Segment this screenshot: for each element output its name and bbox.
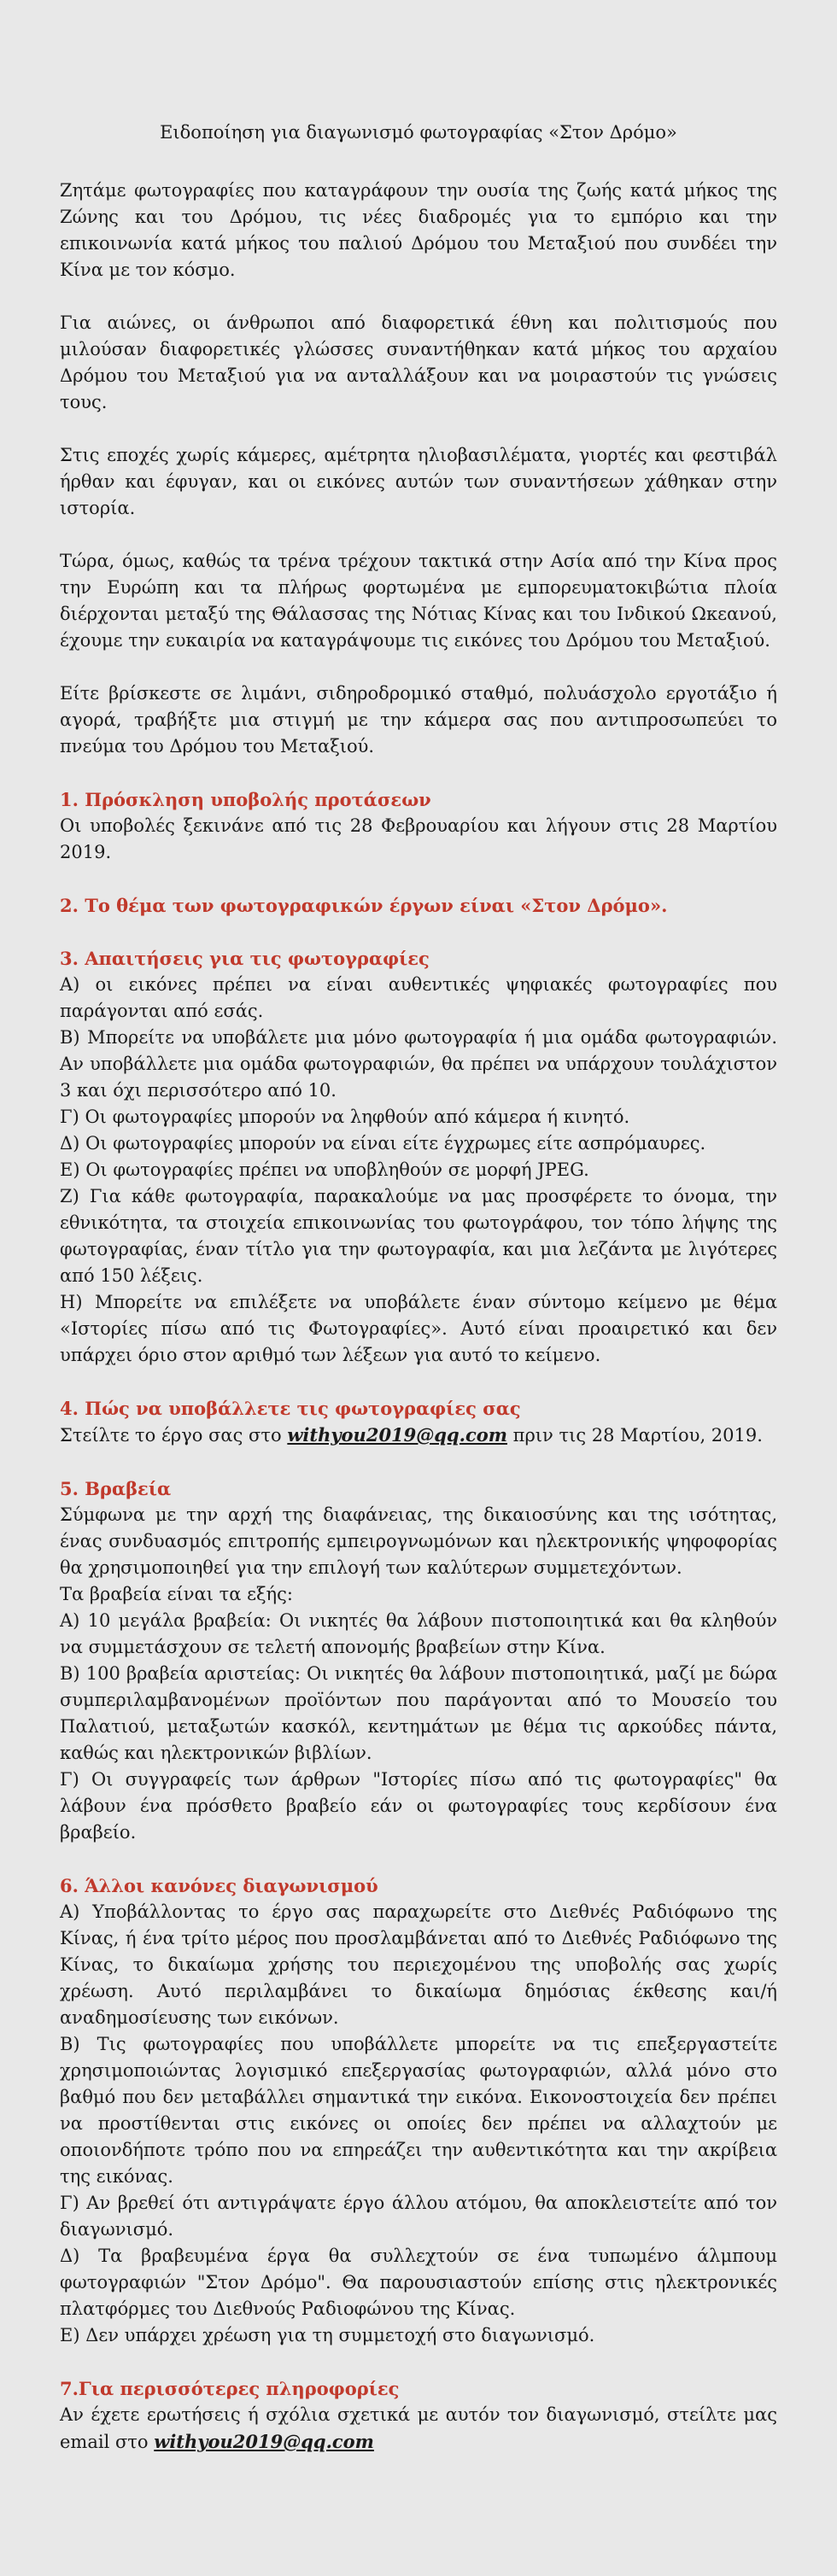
section-submission-call bbox=[60, 786, 777, 866]
section-how-to-submit bbox=[60, 1395, 777, 1449]
intro-paragraph: Είτε βρίσκεστε σε λιμάνι, σιδηροδρομικό σταθμό, πολυάσχολο εργοτάξιο ή αγορά, τραβήξτε μια στιγμή με την κάμερα σας που αντιπροσωπεύει το πνεύμα του Δρόμου του Μεταξιού. bbox=[60, 683, 777, 756]
section-theme bbox=[60, 892, 777, 919]
award-line: Σύμφωνα με την αρχή της διαφάνειας, της δικαιοσύνης και της ισότητας, ένας συνδυασμός επιτροπής εμπειρογνωμόνων και ηλεκτρονικής ψηφοφορίας θα χρησιμοποιηθεί για την επιλογή των καλύτερων συμμετεχόντων. bbox=[60, 1504, 777, 1578]
contact-text: Αν έχετε ερωτήσεις ή σχόλια σχετικά με αυτόν τον διαγωνισμό, στείλτε μας email στο bbox=[60, 2404, 777, 2452]
rule-item: Β) Τις φωτογραφίες που υποβάλλετε μπορείτε να τις επεξεργαστείτε χρησιμοποιώντας λογισμικό επεξεργασίας φωτογραφιών, αλλά μόνο στο βαθμό που δεν μεταβάλλει σημαντικά την εικόνα. Εικονοστοιχεία δεν πρέπει να προστίθενται στις εικόνες οι οποίες δεν πρέπει να αλλαχτούν με οποιονδήποτε τρόπο που να επηρεάζει την αυθεντικότητα και την ακρίβεια της εικόνας. bbox=[60, 2034, 777, 2187]
requirement-item: Ζ) Για κάθε φωτογραφία, παρακαλούμε να μας προσφέρετε το όνομα, την εθνικότητα, τα στοιχεία επικοινωνίας του φωτογράφου, τον τόπο λήψης της φωτογραφίας, έναν τίτλο για την φωτογραφία, και μια λεζάντα με λιγότερες από 150 λέξεις. bbox=[60, 1186, 777, 1286]
submit-text-before: Στείλτε το έργο σας στο bbox=[60, 1425, 288, 1446]
intro-paragraph: Τώρα, όμως, καθώς τα τρένα τρέχουν τακτικά στην Ασία από την Κίνα προς την Ευρώπη και τα πλήρως φορτωμένα με εμπορευματοκιβώτια πλοία διέρχονται μεταξύ της Θάλασσας της Νότιας Κίνας και του Ινδικού Ωκεανού, έχουμε την ευκαιρία να καταγράψουμε τις εικόνες του Δρόμου του Μεταξιού. bbox=[60, 551, 777, 651]
contact-line bbox=[60, 2402, 777, 2456]
page-title: Ειδοποίηση για διαγωνισμό φωτογραφίας «Στον Δρόμο» bbox=[160, 122, 677, 143]
section-heading: 3. Απαιτήσεις για τις φωτογραφίες bbox=[60, 948, 430, 969]
intro-paragraph: Στις εποχές χωρίς κάμερες, αμέτρητα ηλιοβασιλέματα, γιορτές και φεστιβάλ ήρθαν και έφυγαν, και οι εικόνες αυτών των συναντήσεων χάθηκαν στην ιστορία. bbox=[60, 445, 777, 518]
submit-text-after: πριν τις 28 Μαρτίου, 2019. bbox=[506, 1425, 763, 1446]
requirement-item: Ε) Οι φωτογραφίες πρέπει να υποβληθούν σε μορφή JPEG. bbox=[60, 1159, 589, 1180]
section-heading: 5. Βραβεία bbox=[60, 1478, 172, 1499]
section-requirements bbox=[60, 945, 777, 1369]
award-line: Τα βραβεία είναι τα εξής: bbox=[60, 1584, 293, 1604]
requirement-item: Β) Μπορείτε να υποβάλετε μια μόνο φωτογραφία ή μια ομάδα φωτογραφιών. Αν υποβάλλετε μια ομάδα φωτογραφιών, θα πρέπει να υπάρχουν τουλάχιστον 3 και όχι περισσότερο από 10. bbox=[60, 1027, 777, 1101]
requirement-item: Α) οι εικόνες πρέπει να είναι αυθεντικές ψηφιακές φωτογραφίες που παράγονται από εσάς. bbox=[60, 974, 777, 1021]
intro-paragraph: Για αιώνες, οι άνθρωποι από διαφορετικά έθνη και πολιτισμούς που μιλούσαν διαφορετικές γλώσσες συναντήθηκαν κατά μήκος του αρχαίου Δρόμου του Μεταξιού για να ανταλλάξουν και να μοιραστούν τις γνώσεις τους. bbox=[60, 313, 777, 412]
email-link[interactable]: withyou2019@qq.com bbox=[154, 2431, 374, 2452]
section-heading: 1. Πρόσκληση υποβολής προτάσεων bbox=[60, 789, 431, 810]
requirement-item: Δ) Οι φωτογραφίες μπορούν να είναι είτε έγχρωμες είτε ασπρόμαυρες. bbox=[60, 1133, 706, 1154]
intro-paragraph: Ζητάμε φωτογραφίες που καταγράφουν την ουσία της ζωής κατά μήκος της Ζώνης και του Δρόμου, τις νέες διαδρομές για το εμπόριο και την επικοινωνία κατά μήκος του παλιού Δρόμου του Μεταξιού που συνδέει την Κίνα με τον κόσμο. bbox=[60, 180, 777, 280]
section-heading: 4. Πώς να υποβάλλετε τις φωτογραφίες σας bbox=[60, 1398, 521, 1419]
requirement-item: Γ) Οι φωτογραφίες μπορούν να ληφθούν από κάμερα ή κινητό. bbox=[60, 1107, 630, 1127]
submit-line bbox=[60, 1422, 777, 1449]
rule-item: Γ) Αν βρεθεί ότι αντιγράψατε έργο άλλου ατόμου, θα αποκλειστείτε από τον διαγωνισμό. bbox=[60, 2193, 777, 2240]
section-more-info bbox=[60, 2375, 777, 2456]
rule-item: Α) Υποβάλλοντας το έργο σας παραχωρείτε στο Διεθνές Ραδιόφωνο της Κίνας, ή ένα τρίτο μέρος που προσλαμβάνεται από το Διεθνές Ραδιόφωνο της Κίνας, το δικαίωμα χρήσης του περιεχομένου της υποβολής σας χωρίς χρέωση. Αυτό περιλαμβάνει το δικαίωμα δημόσιας έκθεσης και/ή αναδημοσίευσης των εικόνων. bbox=[60, 1901, 777, 2028]
award-line: Α) 10 μεγάλα βραβεία: Οι νικητές θα λάβουν πιστοποιητικά και θα κληθούν να συμμετάσχουν σε τελετή απονομής βραβείων στην Κίνα. bbox=[60, 1610, 777, 1657]
section-heading: 2. Το θέμα των φωτογραφικών έργων είναι «Στον Δρόμο». bbox=[60, 895, 668, 916]
email-link[interactable]: withyou2019@qq.com bbox=[287, 1424, 507, 1446]
section-heading: 7.Για περισσότερες πληροφορίες bbox=[60, 2378, 400, 2399]
award-line: Β) 100 βραβεία αριστείας: Οι νικητές θα λάβουν πιστοποιητικά, μαζί με δώρα συμπεριλαμβανομένων προϊόντων που παράγονται από το Μουσείο του Παλατιού, μεταξωτών κασκόλ, κεντημάτων με θέμα τις αρκούδες πάντα, καθώς και ηλεκτρονικών βιβλίων. bbox=[60, 1663, 777, 1763]
requirement-item: Η) Μπορείτε να επιλέξετε να υποβάλετε έναν σύντομο κείμενο με θέμα «Ιστορίες πίσω από τις Φωτογραφίες». Αυτό είναι προαιρετικό και δεν υπάρχει όριο στον αριθμό των λέξεων για αυτό το κείμενο. bbox=[60, 1292, 777, 1365]
section-other-rules bbox=[60, 1872, 777, 2349]
section-heading: 6. Άλλοι κανόνες διαγωνισμού bbox=[60, 1875, 378, 1896]
rule-item: Ε) Δεν υπάρχει χρέωση για τη συμμετοχή στο διαγωνισμό. bbox=[60, 2325, 595, 2345]
section-awards bbox=[60, 1475, 777, 1846]
award-line: Γ) Οι συγγραφείς των άρθρων "Ιστορίες πίσω από τις φωτογραφίες" θα λάβουν ένα πρόσθετο βραβείο εάν οι φωτογραφίες τους κερδίσουν ένα βραβείο. bbox=[60, 1769, 777, 1843]
rule-item: Δ) Τα βραβευμένα έργα θα συλλεχτούν σε ένα τυπωμένο άλμπουμ φωτογραφιών "Στον Δρόμο". Θα παρουσιαστούν επίσης στις ηλεκτρονικές πλατφόρμες του Διεθνούς Ραδιοφώνου της Κίνας. bbox=[60, 2246, 777, 2319]
section-line: Οι υποβολές ξεκινάνε από τις 28 Φεβρουαρίου και λήγουν στις 28 Μαρτίου 2019. bbox=[60, 815, 777, 862]
